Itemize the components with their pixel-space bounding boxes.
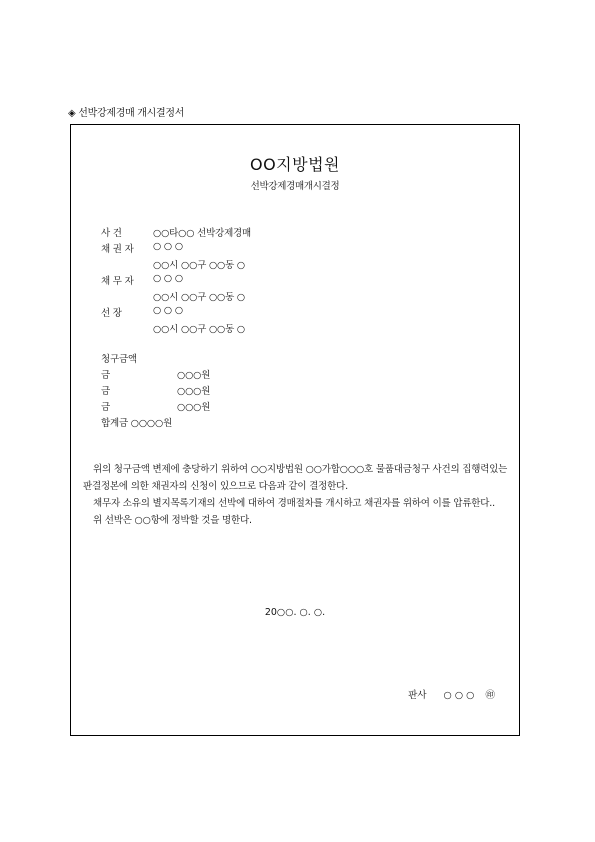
document-heading: ◈ 선박강제경매 개시결정서 xyxy=(68,108,185,119)
seal-mark: ㊞ xyxy=(485,690,495,701)
creditor-label: 채 권 자 xyxy=(101,244,134,255)
claim-item-label: 금 xyxy=(101,402,110,413)
debtor-address: ○○시 ○○구 ○○동 ○ xyxy=(153,292,246,303)
debtor-name: ○ ○ ○ xyxy=(153,273,183,284)
body-paragraph-2: 채무자 소유의 별지목록기재의 선박에 대하여 경매절차를 개시하고 채권자를 위하여 이를 압류한다.. xyxy=(93,498,495,509)
claim-item-label: 금 xyxy=(101,386,110,397)
captain-address: ○○시 ○○구 ○○동 ○ xyxy=(153,324,246,335)
claim-title: 청구금액 xyxy=(101,354,137,365)
captain-name: ○ ○ ○ xyxy=(153,305,183,316)
case-value: ○○타○○ 선박강제경매 xyxy=(153,228,252,239)
creditor-name: ○ ○ ○ xyxy=(153,241,183,252)
body-paragraph-3: 위 선박은 ○○항에 정박할 것을 명한다. xyxy=(93,515,252,526)
debtor-label: 채 무 자 xyxy=(101,276,134,287)
decision-frame xyxy=(70,124,520,736)
judge-signature xyxy=(408,687,495,701)
creditor-address: ○○시 ○○구 ○○동 ○ xyxy=(153,260,246,271)
claim-item-label: 금 xyxy=(101,370,110,381)
captain-label: 선 장 xyxy=(101,308,122,319)
body-paragraph-1: 위의 청구금액 변제에 충당하기 위하여 ○○지방법원 ○○가합○○○호 물품대금청구 사건의 집행력있는 판결정본에 의한 채권자의 신청이 있으므로 다음과 같이 결정한다. xyxy=(83,464,508,492)
claim-item-amount: ○○○원 xyxy=(177,370,211,381)
decision-date: 20○○. ○. ○. xyxy=(264,607,326,618)
decision-title: 선박강제경매개시결정 xyxy=(250,181,340,192)
claim-total: 합계금 ○○○○원 xyxy=(101,418,173,429)
court-name: OO지방법원 xyxy=(249,155,340,174)
judge-label: 판사 xyxy=(408,690,427,701)
claim-item-amount: ○○○원 xyxy=(177,386,211,397)
case-label: 사 건 xyxy=(101,228,122,239)
judge-name: ○ ○ ○ xyxy=(443,690,475,701)
claim-item-amount: ○○○원 xyxy=(177,402,211,413)
decision-body xyxy=(83,461,508,529)
